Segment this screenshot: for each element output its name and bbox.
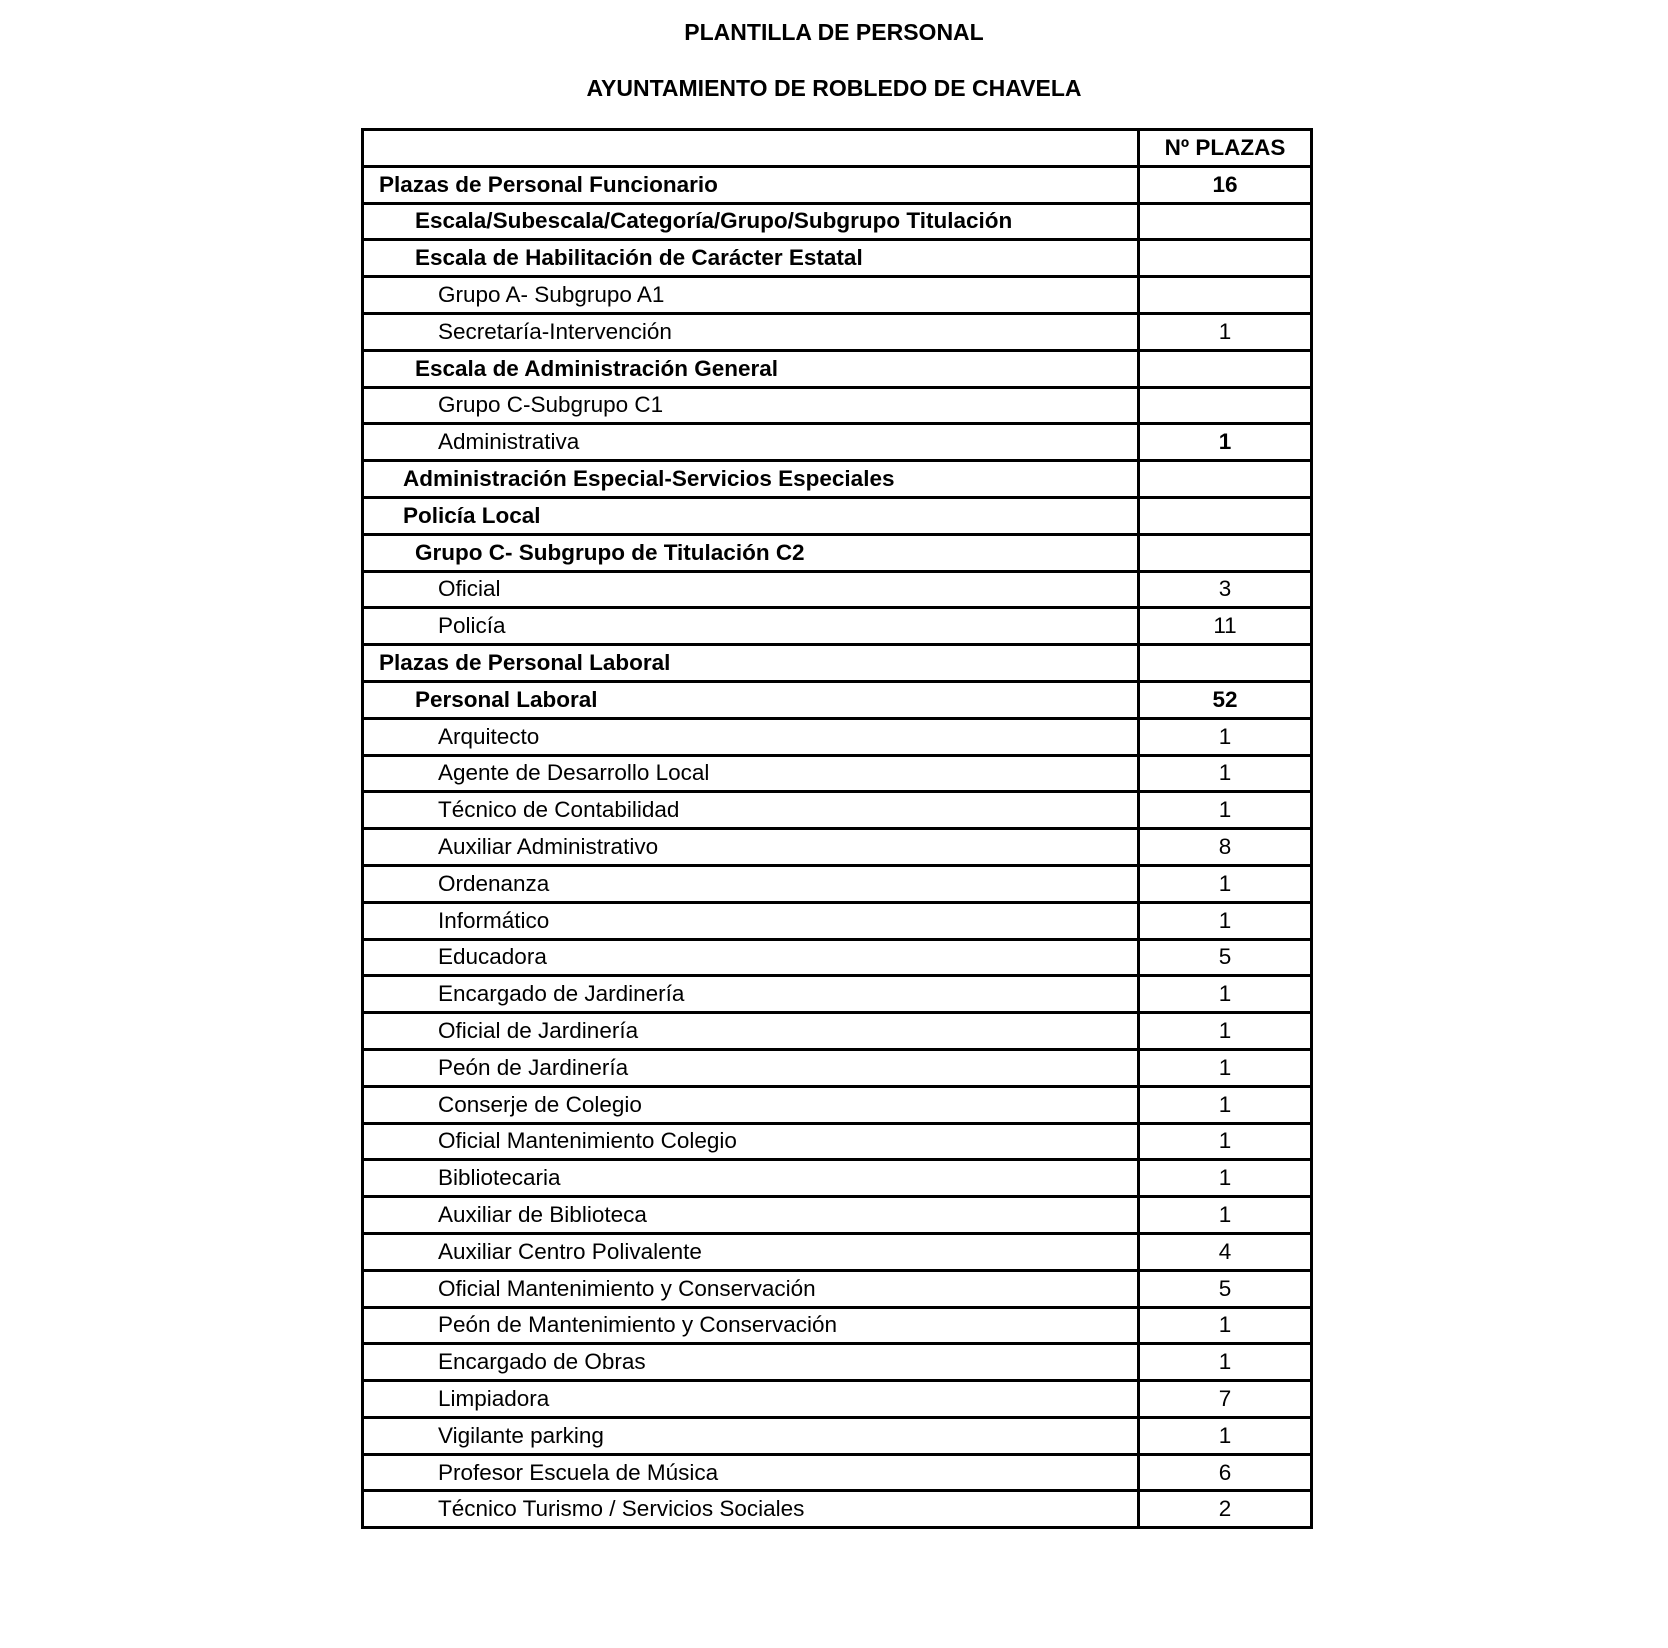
table-row	[363, 792, 1312, 829]
plazas-count: 1	[1139, 976, 1312, 1013]
table-row	[363, 1197, 1312, 1234]
table-row	[363, 608, 1312, 645]
position-label: Escala de Administración General	[363, 350, 1139, 387]
plazas-count: 1	[1139, 718, 1312, 755]
table-row	[363, 313, 1312, 350]
plazas-count: 1	[1139, 313, 1312, 350]
table-row	[363, 1013, 1312, 1050]
position-label: Profesor Escuela de Música	[363, 1454, 1139, 1491]
table-row	[363, 350, 1312, 387]
plazas-count	[1139, 534, 1312, 571]
plazas-count	[1139, 277, 1312, 314]
plazas-count: 16	[1139, 166, 1312, 203]
document-subtitle: AYUNTAMIENTO DE ROBLEDO DE CHAVELA	[586, 75, 1082, 101]
position-label: Conserje de Colegio	[363, 1086, 1139, 1123]
position-label: Peón de Jardinería	[363, 1049, 1139, 1086]
table-row	[363, 166, 1312, 203]
position-label: Agente de Desarrollo Local	[363, 755, 1139, 792]
position-label: Personal Laboral	[363, 681, 1139, 718]
plazas-count: 1	[1139, 755, 1312, 792]
document-title: PLANTILLA DE PERSONAL	[684, 19, 984, 45]
table-row	[363, 1270, 1312, 1307]
plazas-count: 1	[1139, 424, 1312, 461]
table-row	[363, 1491, 1312, 1528]
table-row	[363, 1307, 1312, 1344]
plazas-count: 4	[1139, 1233, 1312, 1270]
position-label: Grupo C-Subgrupo C1	[363, 387, 1139, 424]
plazas-count: 3	[1139, 571, 1312, 608]
position-label: Oficial Mantenimiento Colegio	[363, 1123, 1139, 1160]
position-label: Plazas de Personal Funcionario	[363, 166, 1139, 203]
table-row	[363, 1086, 1312, 1123]
position-label: Oficial de Jardinería	[363, 1013, 1139, 1050]
position-label: Policía	[363, 608, 1139, 645]
position-label: Administrativa	[363, 424, 1139, 461]
table-row	[363, 1160, 1312, 1197]
position-label: Policía Local	[363, 497, 1139, 534]
plazas-count: 1	[1139, 1160, 1312, 1197]
plazas-count: 5	[1139, 1270, 1312, 1307]
position-label: Escala de Habilitación de Carácter Estatal	[363, 240, 1139, 277]
position-label: Administración Especial-Servicios Especiales	[363, 461, 1139, 498]
plazas-count	[1139, 387, 1312, 424]
plazas-count: 1	[1139, 792, 1312, 829]
table-row	[363, 718, 1312, 755]
plazas-count: 1	[1139, 1086, 1312, 1123]
position-label: Oficial Mantenimiento y Conservación	[363, 1270, 1139, 1307]
plazas-count: 52	[1139, 681, 1312, 718]
table-row	[363, 1123, 1312, 1160]
plazas-count: 1	[1139, 1049, 1312, 1086]
plazas-count: 1	[1139, 1197, 1312, 1234]
plazas-count: 11	[1139, 608, 1312, 645]
header-label-cell	[363, 130, 1139, 167]
table-row	[363, 240, 1312, 277]
plazas-count: 1	[1139, 865, 1312, 902]
staff-table	[361, 128, 1313, 1529]
table-row	[363, 1344, 1312, 1381]
position-label: Plazas de Personal Laboral	[363, 645, 1139, 682]
table-row	[363, 645, 1312, 682]
plazas-count: 1	[1139, 1417, 1312, 1454]
plazas-count	[1139, 497, 1312, 534]
plazas-count	[1139, 461, 1312, 498]
position-label: Oficial	[363, 571, 1139, 608]
table-row	[363, 1233, 1312, 1270]
plazas-count: 1	[1139, 902, 1312, 939]
plazas-count: 6	[1139, 1454, 1312, 1491]
table-row	[363, 1049, 1312, 1086]
table-header-row	[363, 130, 1312, 167]
table-row	[363, 203, 1312, 240]
table-row	[363, 902, 1312, 939]
position-label: Técnico Turismo / Servicios Sociales	[363, 1491, 1139, 1528]
plazas-count	[1139, 350, 1312, 387]
table-row	[363, 939, 1312, 976]
table-row	[363, 1417, 1312, 1454]
table-row	[363, 1381, 1312, 1418]
plazas-count: 1	[1139, 1344, 1312, 1381]
table-row	[363, 424, 1312, 461]
plazas-count: 2	[1139, 1491, 1312, 1528]
table-row	[363, 1454, 1312, 1491]
position-label: Auxiliar Administrativo	[363, 829, 1139, 866]
position-label: Grupo A- Subgrupo A1	[363, 277, 1139, 314]
position-label: Encargado de Jardinería	[363, 976, 1139, 1013]
position-label: Peón de Mantenimiento y Conservación	[363, 1307, 1139, 1344]
table-row	[363, 387, 1312, 424]
table-row	[363, 534, 1312, 571]
header-plazas-cell: Nº PLAZAS	[1139, 130, 1312, 167]
position-label: Grupo C- Subgrupo de Titulación C2	[363, 534, 1139, 571]
table-row	[363, 277, 1312, 314]
position-label: Auxiliar Centro Polivalente	[363, 1233, 1139, 1270]
plazas-count: 8	[1139, 829, 1312, 866]
position-label: Informático	[363, 902, 1139, 939]
table-row	[363, 976, 1312, 1013]
position-label: Vigilante parking	[363, 1417, 1139, 1454]
table-row	[363, 865, 1312, 902]
plazas-count: 7	[1139, 1381, 1312, 1418]
position-label: Escala/Subescala/Categoría/Grupo/Subgrupo Titulación	[363, 203, 1139, 240]
plazas-count: 1	[1139, 1013, 1312, 1050]
table-row	[363, 497, 1312, 534]
table-row	[363, 755, 1312, 792]
plazas-count: 5	[1139, 939, 1312, 976]
position-label: Encargado de Obras	[363, 1344, 1139, 1381]
table-row	[363, 829, 1312, 866]
plazas-count	[1139, 240, 1312, 277]
plazas-count: 1	[1139, 1307, 1312, 1344]
position-label: Bibliotecaria	[363, 1160, 1139, 1197]
table-row	[363, 461, 1312, 498]
table-row	[363, 571, 1312, 608]
plazas-count	[1139, 645, 1312, 682]
table-row	[363, 681, 1312, 718]
position-label: Técnico de Contabilidad	[363, 792, 1139, 829]
position-label: Ordenanza	[363, 865, 1139, 902]
position-label: Educadora	[363, 939, 1139, 976]
plazas-count: 1	[1139, 1123, 1312, 1160]
position-label: Secretaría-Intervención	[363, 313, 1139, 350]
plazas-count	[1139, 203, 1312, 240]
position-label: Arquitecto	[363, 718, 1139, 755]
position-label: Limpiadora	[363, 1381, 1139, 1418]
position-label: Auxiliar de Biblioteca	[363, 1197, 1139, 1234]
